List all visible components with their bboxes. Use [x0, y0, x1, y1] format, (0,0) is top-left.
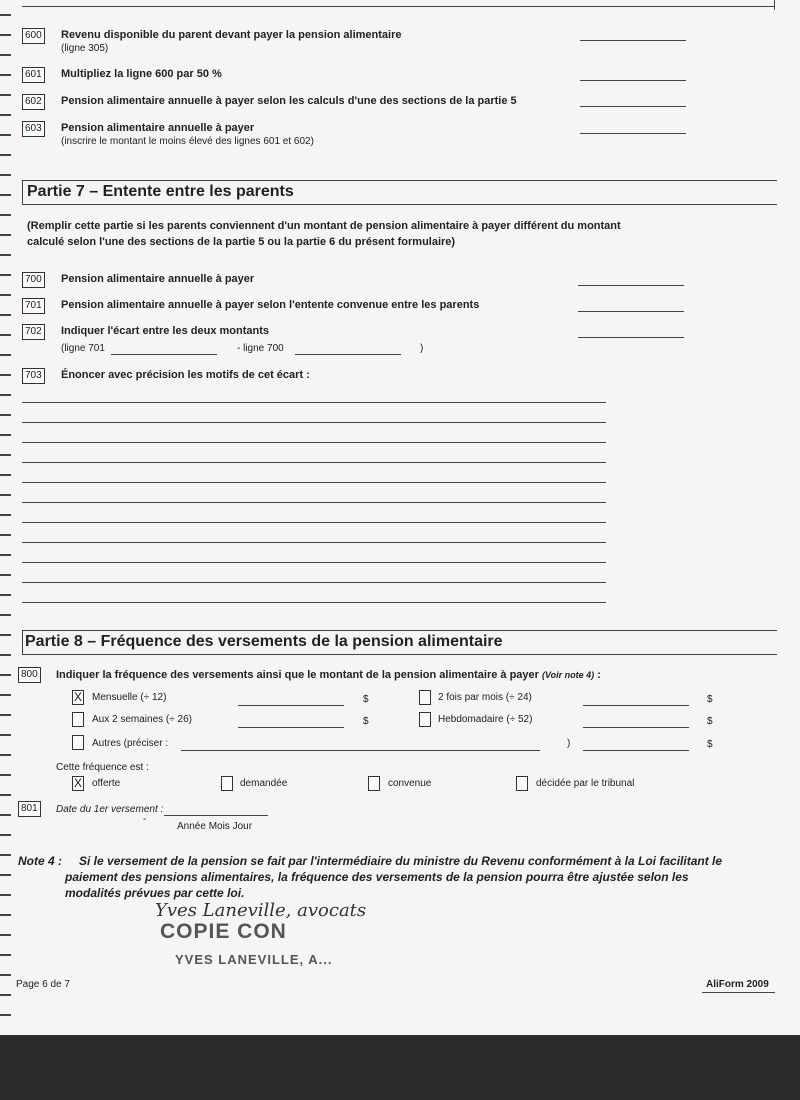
reason-line[interactable] [22, 502, 606, 503]
part7-left-rule [22, 180, 23, 204]
copie-conforme-stamp: COPIE CON [160, 920, 287, 943]
binding-hole [0, 834, 11, 836]
binding-hole [0, 294, 11, 296]
line-702-close-paren: ) [420, 343, 424, 354]
binding-hole [0, 374, 11, 376]
binding-hole [0, 14, 11, 16]
binding-hole [0, 794, 11, 796]
deux-fois-par-mois-checkbox[interactable] [419, 690, 431, 705]
part8-bottom-rule [22, 654, 777, 655]
binding-hole [0, 74, 11, 76]
binding-hole [0, 814, 11, 816]
part8-left-rule [22, 630, 23, 654]
binding-hole [0, 254, 11, 256]
hebdomadaire-dollar: $ [707, 716, 713, 727]
binding-hole [0, 514, 11, 516]
part7-title: Partie 7 – Entente entre les parents [27, 183, 294, 200]
binding-hole [0, 914, 11, 916]
line-801-label: Date du 1er versement : [56, 804, 164, 815]
line-702-700-field[interactable] [295, 354, 401, 355]
binding-hole [0, 114, 11, 116]
aux-2-semaines-dollar: $ [363, 716, 369, 727]
line-801-dash: - [143, 814, 147, 825]
line-701-amount-field[interactable] [578, 311, 684, 312]
binding-hole [0, 934, 11, 936]
line-702-label: Indiquer l'écart entre les deux montants [61, 325, 270, 337]
aux-2-semaines-checkbox[interactable] [72, 712, 84, 727]
line-603-sub: (inscrire le montant le moins élevé des lignes 601 et 602) [61, 136, 314, 147]
binding-hole [0, 274, 11, 276]
binding-hole [0, 434, 11, 436]
brand-footer: AliForm 2009 [706, 979, 769, 990]
binding-hole [0, 694, 11, 696]
autres-close-paren: ) [567, 738, 571, 749]
binding-hole [0, 414, 11, 416]
date-format-label: Année Mois Jour [177, 821, 253, 832]
line-code-602: 602 [22, 94, 45, 110]
line-602-amount-field[interactable] [580, 106, 686, 107]
binding-hole [0, 554, 11, 556]
line-600-label: Revenu disponible du parent devant payer la pension alimentaire [61, 29, 402, 41]
part7-top-rule [22, 180, 777, 181]
top-rule [22, 6, 774, 7]
convenue-checkbox[interactable] [368, 776, 380, 791]
binding-hole [0, 194, 11, 196]
reason-line[interactable] [22, 562, 606, 563]
demandee-checkbox[interactable] [221, 776, 233, 791]
binding-hole [0, 714, 11, 716]
binding-hole [0, 214, 11, 216]
brand-underline [702, 992, 775, 993]
binding-hole [0, 614, 11, 616]
line-code-700: 700 [22, 272, 45, 288]
reason-line[interactable] [22, 422, 606, 423]
autres-dollar: $ [707, 739, 713, 750]
part8-title: Partie 8 – Fréquence des versements de la pension alimentaire [25, 633, 503, 650]
binding-hole [0, 894, 11, 896]
lawyer-name-stamp: YVES LANEVILLE, A... [175, 952, 333, 967]
line-600-sub: (ligne 305) [61, 43, 109, 54]
part7-intro-line1: (Remplir cette partie si les parents conviennent d'un montant de pension alimentaire à payer différent du montant [27, 220, 621, 232]
line-602-label: Pension alimentaire annuelle à payer selon les calculs d'une des sections de la partie 5 [61, 95, 517, 107]
autres-amount-field[interactable] [583, 750, 689, 751]
binding-hole [0, 94, 11, 96]
reason-line[interactable] [22, 542, 606, 543]
frequency-status-label: Cette fréquence est : [56, 762, 149, 773]
note-4-line1: Si le versement de la pension se fait par l'intermédiaire du ministre du Revenu conformément à la Loi facilitant le [79, 854, 723, 868]
binding-hole [0, 474, 11, 476]
line-800-label: Indiquer la fréquence des versements ainsi que le montant de la pension alimentaire à payer [56, 669, 539, 681]
convenue-label: convenue [388, 778, 432, 789]
scanner-shadow [0, 1035, 800, 1100]
line-code-702: 702 [22, 324, 45, 340]
deux-fois-par-mois-label: 2 fois par mois (÷ 24) [438, 692, 532, 703]
note-4-reference: (Voir note 4) [542, 670, 595, 680]
line-603-amount-field[interactable] [580, 133, 686, 134]
reason-line[interactable] [22, 522, 606, 523]
binding-hole [0, 234, 11, 236]
deux-fois-par-mois-dollar: $ [707, 694, 713, 705]
note-4-prefix: Note 4 : [18, 854, 63, 868]
binding-hole [0, 174, 11, 176]
line-702-ref-701: (ligne 701 [61, 343, 105, 354]
line-601-amount-field[interactable] [580, 80, 686, 81]
binding-hole [0, 154, 11, 156]
line-code-703: 703 [22, 368, 45, 384]
binding-hole [0, 674, 11, 676]
page-number: Page 6 de 7 [16, 979, 70, 990]
reason-line[interactable] [22, 482, 606, 483]
reason-line[interactable] [22, 442, 606, 443]
first-payment-date-field[interactable] [164, 815, 268, 816]
note-4-line2: paiement des pensions alimentaires, la fréquence des versements de la pension pourra être ajustée selon les [65, 870, 689, 884]
binding-hole [0, 594, 11, 596]
hebdomadaire-label: Hebdomadaire (÷ 52) [438, 714, 533, 725]
part8-top-rule [22, 630, 777, 631]
line-700-label: Pension alimentaire annuelle à payer [61, 273, 255, 285]
line-code-600: 600 [22, 28, 45, 44]
part7-intro-line2: calculé selon l'une des sections de la partie 5 ou la partie 6 du présent formulaire) [27, 236, 456, 248]
hebdomadaire-checkbox[interactable] [419, 712, 431, 727]
lawyer-signature: Yves Laneville, avocats [155, 900, 367, 921]
binding-hole [0, 334, 11, 336]
binding-hole [0, 394, 11, 396]
line-800-text [56, 669, 601, 681]
part7-bottom-rule [22, 204, 777, 205]
binding-strip [0, 0, 12, 1030]
line-code-801: 801 [18, 801, 41, 817]
line-800-colon: : [597, 669, 601, 681]
binding-hole [0, 314, 11, 316]
mensuelle-label: Mensuelle (÷ 12) [92, 692, 167, 703]
line-601-label: Multipliez la ligne 600 par 50 % [61, 68, 222, 80]
binding-hole [0, 134, 11, 136]
binding-hole [0, 874, 11, 876]
line-600-amount-field[interactable] [580, 40, 686, 41]
line-code-701: 701 [22, 298, 45, 314]
mensuelle-checkbox[interactable]: X [73, 690, 82, 704]
binding-hole [0, 34, 11, 36]
deux-fois-par-mois-amount-field[interactable] [583, 705, 689, 706]
line-code-603: 603 [22, 121, 45, 137]
aux-2-semaines-label: Aux 2 semaines (÷ 26) [92, 714, 192, 725]
line-603-label: Pension alimentaire annuelle à payer [61, 122, 255, 134]
line-code-601: 601 [22, 67, 45, 83]
reason-line[interactable] [22, 602, 606, 603]
binding-hole [0, 494, 11, 496]
offerte-label: offerte [92, 778, 121, 789]
line-702-amount-field[interactable] [578, 337, 684, 338]
binding-hole [0, 654, 11, 656]
mensuelle-amount-field[interactable] [238, 705, 344, 706]
top-rule-end [774, 0, 775, 10]
binding-hole [0, 974, 11, 976]
offerte-checkbox[interactable]: X [73, 776, 82, 790]
binding-hole [0, 1014, 11, 1016]
reason-line[interactable] [22, 462, 606, 463]
decidee-par-le-tribunal-checkbox[interactable] [516, 776, 528, 791]
demandee-label: demandée [240, 778, 288, 789]
binding-hole [0, 774, 11, 776]
binding-hole [0, 454, 11, 456]
binding-hole [0, 954, 11, 956]
mensuelle-dollar: $ [363, 694, 369, 705]
line-code-800: 800 [18, 667, 41, 683]
decidee-par-le-tribunal-label: décidée par le tribunal [536, 778, 635, 789]
autres-checkbox[interactable] [72, 735, 84, 750]
binding-hole [0, 534, 11, 536]
autres-label: Autres (préciser : [92, 738, 169, 749]
binding-hole [0, 574, 11, 576]
reason-line[interactable] [22, 582, 606, 583]
binding-hole [0, 754, 11, 756]
binding-hole [0, 734, 11, 736]
aux-2-semaines-amount-field[interactable] [238, 727, 344, 728]
line-703-label: Énoncer avec précision les motifs de cet écart : [61, 369, 310, 381]
line-700-amount-field[interactable] [578, 285, 684, 286]
binding-hole [0, 854, 11, 856]
binding-hole [0, 634, 11, 636]
line-702-ref-700: - ligne 700 [237, 343, 284, 354]
autres-specify-field[interactable] [181, 750, 540, 751]
binding-hole [0, 54, 11, 56]
line-701-label: Pension alimentaire annuelle à payer selon l'entente convenue entre les parents [61, 299, 480, 311]
reason-line[interactable] [22, 402, 606, 403]
binding-hole [0, 354, 11, 356]
hebdomadaire-amount-field[interactable] [583, 727, 689, 728]
note-4-line3: modalités prévues par cette loi. [65, 886, 245, 900]
line-702-701-field[interactable] [111, 354, 217, 355]
binding-hole [0, 994, 11, 996]
